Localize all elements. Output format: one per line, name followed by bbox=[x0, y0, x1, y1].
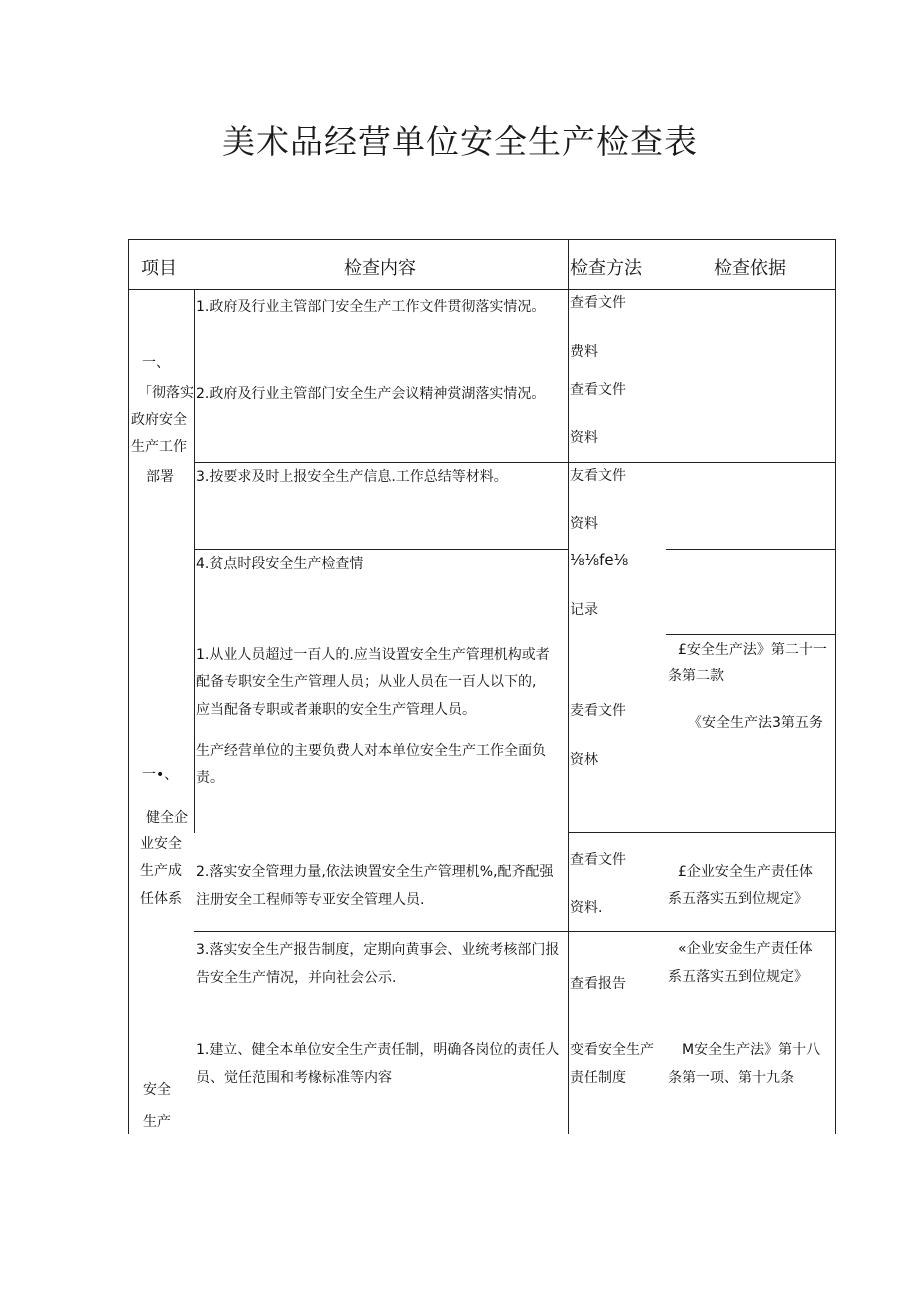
section-1-name-line: 生产工作 bbox=[131, 439, 187, 455]
header-item: 项目 bbox=[141, 258, 177, 279]
check-content: 2.政府及行业主管部门安全生产会议精神赏湖落实情况。 bbox=[196, 386, 546, 402]
section-2-name-line: 业安全 bbox=[140, 836, 182, 852]
check-basis: M安全生产法》第十八 bbox=[682, 1042, 821, 1058]
check-basis: £安全生产法》第二十一 bbox=[678, 642, 827, 658]
check-method: 麦看文件 bbox=[570, 703, 626, 719]
row-divider-2 bbox=[194, 549, 568, 550]
check-method: 资料. bbox=[570, 900, 603, 916]
check-content: 生产经营单位的主要负费人对本单位安全生产工作全面负 bbox=[196, 743, 546, 759]
header-basis: 检查依据 bbox=[714, 258, 786, 279]
check-method: 查看文件 bbox=[570, 295, 626, 311]
table-left-border bbox=[128, 239, 129, 1134]
header-method: 检查方法 bbox=[570, 258, 642, 279]
table-right-border bbox=[835, 239, 836, 1134]
section-1-number: 一、 bbox=[142, 355, 170, 371]
check-content: 1.政府及行业主管部门安全生产工作文件贯彻落实情况。 bbox=[196, 299, 546, 315]
section-2-name-line: 健全企 bbox=[146, 810, 188, 826]
row-divider-4 bbox=[568, 832, 836, 833]
check-method: 资料 bbox=[570, 516, 598, 532]
section-1-name-line: 政府安全 bbox=[131, 412, 187, 428]
section-2-name-line: 生产成 bbox=[140, 863, 182, 879]
section-2-name-line: 任体系 bbox=[140, 891, 182, 907]
check-method: 责任制度 bbox=[570, 1070, 626, 1086]
check-method: 资林 bbox=[570, 752, 598, 768]
check-content: 员、觉任范围和考椽标准等内容 bbox=[196, 1070, 392, 1086]
check-content: 3.落实安全生产报告制度，定期向黄事会、业统考核部门报 bbox=[196, 942, 560, 958]
check-method: 资料 bbox=[570, 430, 598, 446]
section-3-name-line: 安全 bbox=[143, 1082, 171, 1098]
check-content: 3.按要求及时上报安全生产信息.工作总结等材料。 bbox=[196, 469, 508, 485]
check-method: 变看安全生产 bbox=[570, 1042, 654, 1058]
content-column-divider bbox=[568, 239, 569, 1134]
check-method: 查看文件 bbox=[570, 852, 626, 868]
section-2-number: 一•、 bbox=[142, 767, 179, 783]
item-column-divider bbox=[194, 289, 195, 833]
section-1-name-line: 「彻落实 bbox=[138, 385, 194, 401]
check-method: ⅛⅛fe⅛ bbox=[570, 551, 629, 569]
check-method: 友看文件 bbox=[570, 468, 626, 484]
check-content: 配备专职安全生产管理人员；从业人员在一百人以下的, bbox=[196, 674, 537, 690]
section-1-name-line: 部署 bbox=[146, 469, 174, 485]
check-basis: «企业安金生产责任体 bbox=[678, 941, 813, 957]
check-method: 费料 bbox=[570, 344, 598, 360]
document-title: 美术品经营单位安全生产检查表 bbox=[222, 122, 698, 161]
check-content: 1.从业人员超过一百人的.应当设置安全生产管理机构或者 bbox=[196, 647, 550, 663]
table-top-border bbox=[128, 239, 836, 240]
header-content: 检查内容 bbox=[344, 258, 416, 279]
check-basis: 《安全生产法3第五务 bbox=[688, 715, 823, 731]
check-basis: 系五落实五到位规定》 bbox=[668, 891, 808, 907]
check-basis: £企业安全生产责任体 bbox=[678, 864, 813, 880]
check-basis: 系五落实五到位规定》 bbox=[668, 969, 808, 985]
check-content: 应当配备专职或者兼职的安全生产管理人员。 bbox=[196, 702, 476, 718]
check-basis: 条第二款 bbox=[668, 668, 724, 684]
row-divider-2b bbox=[666, 549, 836, 550]
check-content: 2.落实安全管理力量,依法谀置安全生产管理机%,配齐配强 bbox=[196, 864, 554, 880]
row-divider-3 bbox=[666, 634, 836, 635]
check-content: 注册安全工程师等专亚安全管理人员. bbox=[196, 892, 425, 908]
header-divider bbox=[128, 289, 836, 290]
check-basis: 条第一项、第十九条 bbox=[668, 1070, 794, 1086]
row-divider-5 bbox=[194, 931, 836, 932]
check-method: 查看报告 bbox=[570, 976, 626, 992]
check-content: 4.贫点时段安全生产检查情 bbox=[196, 556, 364, 572]
check-method: 记录 bbox=[570, 602, 598, 618]
section-3-name-line: 生产 bbox=[143, 1114, 171, 1130]
check-content: 告安全生产情况，并向社会公示. bbox=[196, 970, 397, 986]
check-content: 1.建立、健全本单位安全生产责任制，明确各岗位的责任人 bbox=[196, 1042, 560, 1058]
row-divider-1 bbox=[194, 462, 836, 463]
check-content: 责。 bbox=[196, 770, 224, 786]
check-method: 查看文件 bbox=[570, 382, 626, 398]
